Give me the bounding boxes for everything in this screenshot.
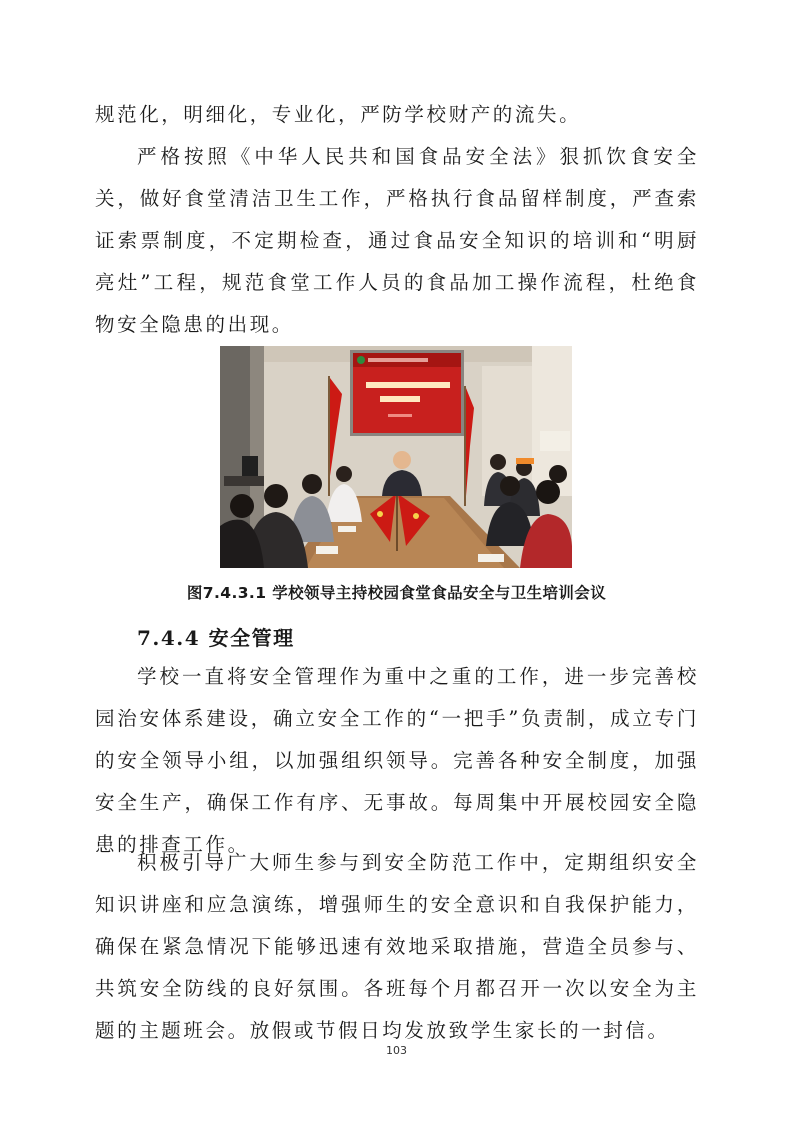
paragraph-safety-management: 学校一直将安全管理作为重中之重的工作，进一步完善校园治安体系建设，确立安全工作的“一把手”负责制，成立专门的安全领导小组，以加强组织领导。完善各种安全制度，加强安全生产，确保工作有序、无事故。每周集中开展校园安全隐患的排查工作。: [95, 665, 699, 856]
figure-caption: 图7.4.3.1 学校领导主持校园食堂食品安全与卫生培训会议: [186, 584, 607, 602]
page-number: 103: [386, 1044, 407, 1057]
paragraph-food-safety: 严格按照《中华人民共和国食品安全法》狠抓饮食安全关，做好食堂清洁卫生工作，严格执行食品留样制度，严查索证索票制度，不定期检查，通过食品安全知识的培训和“明厨亮灶”工程，规范食堂工作人员的食品加工操作流程，杜绝食物安全隐患的出现。: [95, 145, 699, 336]
paragraph-property-management-end: 规范化，明细化，专业化，严防学校财产的流失。: [95, 103, 582, 126]
paragraph-safety-awareness: 积极引导广大师生参与到安全防范工作中，定期组织安全知识讲座和应急演练，增强师生的安全意识和自我保护能力，确保在紧急情况下能够迅速有效地采取措施，营造全员参与、共筑安全防线的良好氛围。各班每个月都召开一次以安全为主题的主题班会。放假或节假日均发放致学生家长的一封信。: [95, 851, 699, 1042]
training-meeting-photo: [220, 346, 572, 568]
section-heading: 7.4.4 安全管理: [137, 626, 295, 650]
